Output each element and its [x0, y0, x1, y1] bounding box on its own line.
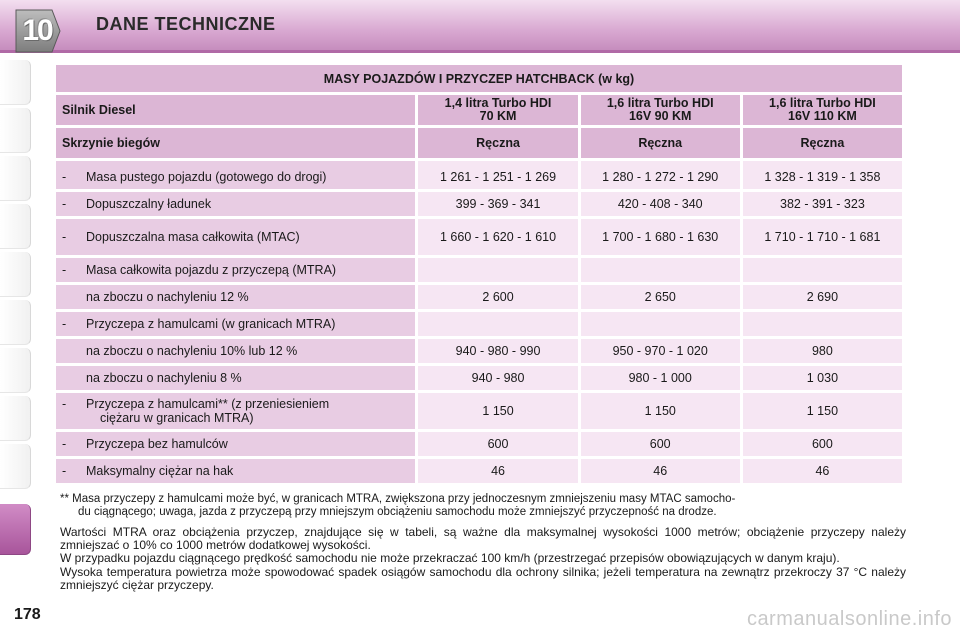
row-label-line: Maksymalny ciężar na hak	[86, 464, 234, 478]
row-value-cell: 1 660 - 1 620 - 1 610	[418, 219, 577, 255]
row-label-line: Masa całkowita pojazdu z przyczepą (MTRA)	[86, 263, 337, 277]
table-row	[56, 393, 902, 429]
row-label-cell	[56, 161, 415, 189]
row-label	[62, 371, 409, 385]
row-bullet: -	[62, 317, 67, 331]
row-bullet: -	[62, 197, 67, 211]
table-row	[56, 366, 902, 390]
row-value-cell: 399 - 369 - 341	[418, 192, 577, 216]
engine-column-header	[743, 95, 902, 125]
row-label-line: Dopuszczalny ładunek	[86, 197, 212, 211]
row-label-text	[86, 230, 300, 244]
row-value-cell: 940 - 980 - 990	[418, 339, 577, 363]
row-label-cell	[56, 432, 415, 456]
row-label	[62, 197, 409, 211]
chapter-tab[interactable]	[0, 396, 31, 441]
gearbox-type: Ręczna	[581, 128, 740, 158]
row-label-cell	[56, 258, 415, 282]
table-row	[56, 258, 902, 282]
row-value-cell: 980 - 1 000	[581, 366, 740, 390]
row-label	[62, 170, 409, 184]
row-label-line: ciężaru w granicach MTRA)	[100, 411, 254, 425]
row-label-cell	[56, 339, 415, 363]
paragraph-speed: W przypadku pojazdu ciągnącego prędkość samochodu nie może przekraczać 100 km/h (przestrzegać przepisów obowiązujących w danym kraju).	[60, 551, 840, 566]
row-label	[62, 263, 409, 277]
row-value-cell: 420 - 408 - 340	[581, 192, 740, 216]
row-label-text	[86, 437, 228, 451]
row-bullet: -	[62, 397, 67, 411]
row-value-cell: 950 - 970 - 1 020	[581, 339, 740, 363]
chapter-tab[interactable]	[0, 204, 31, 249]
row-label	[62, 230, 409, 244]
row-label-cell	[56, 285, 415, 309]
body-text	[60, 526, 906, 592]
table-row	[56, 459, 902, 483]
row-label-text	[86, 290, 249, 304]
row-value-cell: 1 328 - 1 319 - 1 358	[743, 161, 902, 189]
chapter-tab[interactable]	[0, 348, 31, 393]
row-label-cell	[56, 192, 415, 216]
row-value-cell: 1 280 - 1 272 - 1 290	[581, 161, 740, 189]
chapter-tab[interactable]	[0, 300, 31, 345]
row-value-cell	[743, 258, 902, 282]
engine-power: 16V 110 KM	[788, 109, 857, 123]
gearbox-type: Ręczna	[418, 128, 577, 158]
row-label-text	[86, 317, 335, 331]
row-label-line: Przyczepa bez hamulców	[86, 437, 228, 451]
row-value-cell: 382 - 391 - 323	[743, 192, 902, 216]
row-label-text	[86, 344, 297, 358]
row-value-cell: 2 690	[743, 285, 902, 309]
row-value-cell: 1 150	[581, 393, 740, 429]
row-value-cell	[418, 258, 577, 282]
table-row	[56, 192, 902, 216]
chapter-number: 10	[22, 14, 52, 47]
engine-label: Silnik Diesel	[56, 95, 415, 125]
gearbox-type: Ręczna	[743, 128, 902, 158]
page-number: 178	[14, 606, 41, 623]
row-label-cell	[56, 366, 415, 390]
row-value-cell: 1 710 - 1 710 - 1 681	[743, 219, 902, 255]
row-bullet: -	[62, 230, 67, 244]
row-value-cell: 600	[418, 432, 577, 456]
engine-name: 1,6 litra Turbo HDI	[769, 96, 876, 110]
row-value-cell: 46	[418, 459, 577, 483]
chapter-badge	[12, 8, 62, 54]
row-label-line: na zboczu o nachyleniu 8 %	[86, 371, 242, 385]
watermark: carmanualsonline.info	[746, 608, 952, 630]
row-value-cell	[581, 258, 740, 282]
row-label	[62, 437, 409, 451]
header-divider	[0, 50, 960, 53]
engine-column-header	[418, 95, 577, 125]
row-label-text	[86, 170, 326, 184]
footnote-line: ** Masa przyczepy z hamulcami może być, w granicach MTRA, zwiększona przy jednoczesnym zmniejszeniu masy MTAC samocho-	[60, 493, 736, 505]
chapter-tab[interactable]	[0, 156, 31, 201]
row-value-cell: 46	[581, 459, 740, 483]
row-label	[62, 317, 409, 331]
row-value-cell: 940 - 980	[418, 366, 577, 390]
footnote-line: du ciągnącego; uwaga, jazda z przyczepą przy mniejszym obciążeniu samochodu może zmniejszyć przyczepność na drodze.	[78, 506, 717, 518]
row-label-line: Dopuszczalna masa całkowita (MTAC)	[86, 230, 300, 244]
row-value-cell	[743, 312, 902, 336]
table-caption: MASY POJAZDÓW I PRZYCZEP HATCHBACK (w kg)	[56, 65, 902, 92]
row-label-line: Masa pustego pojazdu (gotowego do drogi)	[86, 170, 327, 184]
row-label-text	[86, 263, 336, 277]
table-row	[56, 432, 902, 456]
row-value-cell: 2 650	[581, 285, 740, 309]
table-row	[56, 339, 902, 363]
row-value-cell: 980	[743, 339, 902, 363]
row-value-cell: 1 700 - 1 680 - 1 630	[581, 219, 740, 255]
page-title: DANE TECHNICZNE	[96, 14, 276, 34]
engine-power: 70 KM	[479, 109, 517, 123]
row-label	[62, 464, 409, 478]
footnote	[60, 493, 906, 519]
chapter-tab-strip	[0, 60, 32, 600]
chapter-tab[interactable]	[0, 108, 31, 153]
gearbox-label: Skrzynie biegów	[56, 128, 415, 158]
chapter-tab[interactable]	[0, 60, 31, 105]
table-row	[56, 312, 902, 336]
row-value-cell	[581, 312, 740, 336]
row-value-cell	[418, 312, 577, 336]
row-label-line: na zboczu o nachyleniu 10% lub 12 %	[86, 344, 298, 358]
row-value-cell: 1 150	[418, 393, 577, 429]
mass-table	[53, 62, 905, 486]
paragraph-temperature: Wysoka temperatura powietrza może spowodować spadek osiągów samochodu dla ochrony silnika; jeżeli temperatura na zewnątrz przekroczy 37 °C należy zmniejszyć ciężar przyczepy.	[60, 564, 906, 592]
row-label-text	[86, 397, 329, 425]
row-label-line: na zboczu o nachyleniu 12 %	[86, 290, 249, 304]
engine-name: 1,6 litra Turbo HDI	[606, 96, 714, 110]
chapter-tab[interactable]	[0, 444, 31, 489]
row-label-cell	[56, 459, 415, 483]
row-value-cell: 1 261 - 1 251 - 1 269	[418, 161, 577, 189]
row-label	[62, 397, 409, 425]
row-label-cell	[56, 393, 415, 429]
row-bullet: -	[62, 263, 67, 277]
vehicle-mass-table	[56, 62, 904, 486]
row-value-cell: 1 150	[743, 393, 902, 429]
table-row	[56, 219, 902, 255]
row-value-cell: 600	[743, 432, 902, 456]
table-row	[56, 285, 902, 309]
row-label	[62, 344, 409, 358]
row-label-text	[86, 464, 233, 478]
engine-column-header	[581, 95, 740, 125]
row-bullet: -	[62, 437, 67, 451]
row-bullet: -	[62, 170, 67, 184]
row-label-cell	[56, 219, 415, 255]
row-value-cell: 46	[743, 459, 902, 483]
table-row	[56, 161, 902, 189]
row-label-text	[86, 197, 211, 211]
engine-power: 16V 90 KM	[628, 109, 692, 123]
row-label-text	[86, 371, 242, 385]
row-label-cell	[56, 312, 415, 336]
row-value-cell: 1 030	[743, 366, 902, 390]
row-label-line: Przyczepa z hamulcami** (z przeniesieniem	[86, 397, 330, 411]
engine-name: 1,4 litra Turbo HDI	[444, 96, 552, 110]
row-label-line: Przyczepa z hamulcami (w granicach MTRA)	[86, 317, 336, 331]
row-value-cell: 2 600	[418, 285, 577, 309]
row-bullet: -	[62, 464, 67, 478]
row-label	[62, 290, 409, 304]
chapter-tab-active[interactable]	[0, 504, 31, 555]
paragraph-altitude: Wartości MTRA oraz obciążenia przyczep, znajdujące się w tabeli, są ważne dla maksymalnej wysokości 1000 metrów; obciążenie przyczepy należy zmniejszać o 10% co 1000 metrów dodatkowej wysokości.	[60, 525, 906, 553]
row-value-cell: 600	[581, 432, 740, 456]
chapter-tab[interactable]	[0, 252, 31, 297]
